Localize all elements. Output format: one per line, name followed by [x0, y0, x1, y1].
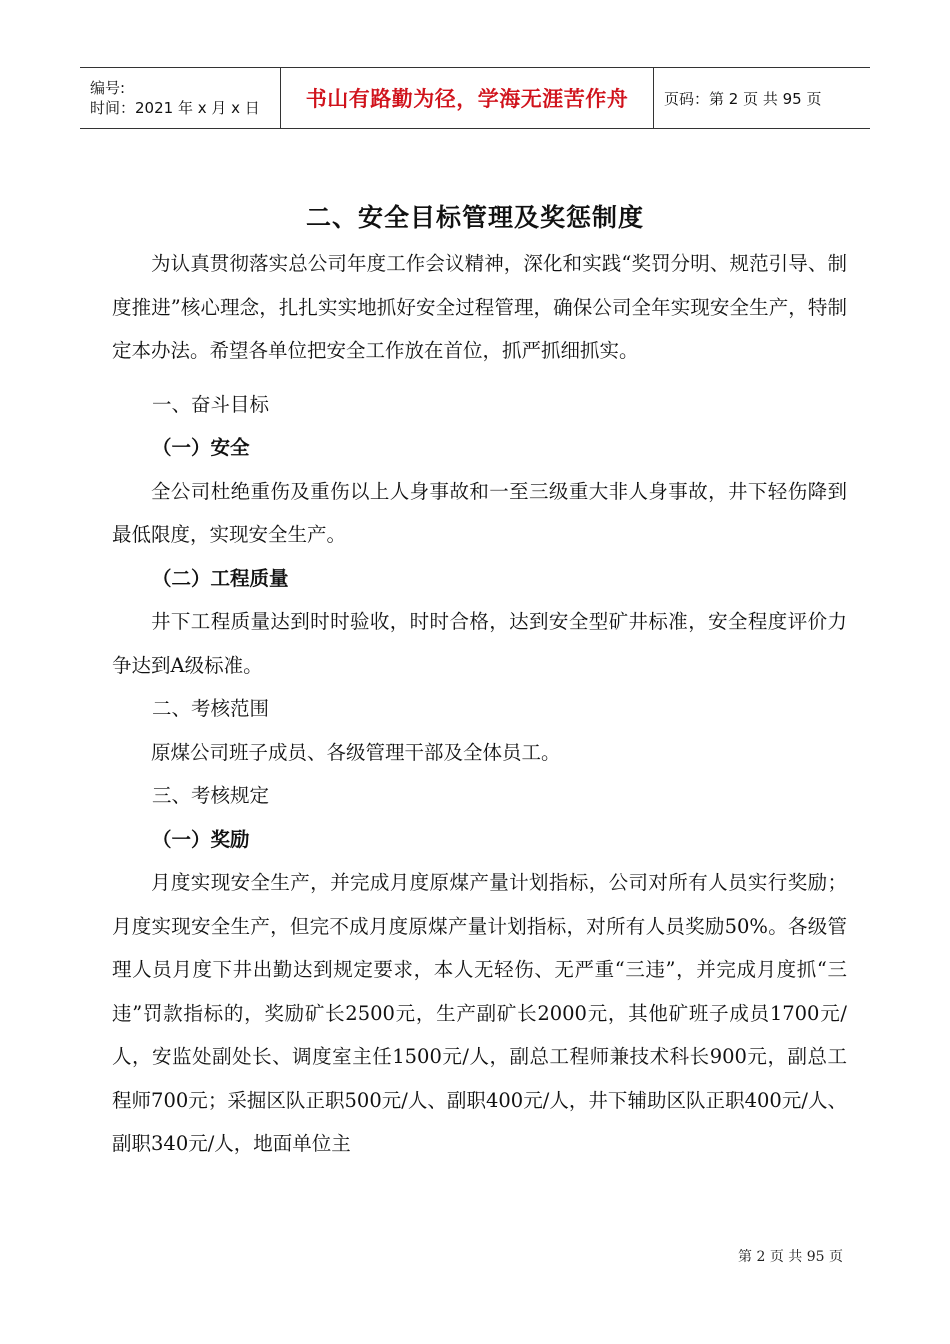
subheading-safety: （一）安全: [152, 436, 250, 459]
page-footer: 第 2 页 共 95 页: [738, 1249, 843, 1265]
section-heading-goals: 一、奋斗目标: [152, 392, 270, 416]
document-body: [112, 242, 847, 1166]
page-header: [80, 67, 870, 129]
document-title: 二、安全目标管理及奖惩制度: [305, 203, 644, 232]
motto-text: 书山有路勤为径，学海无涯苦作舟: [305, 87, 629, 111]
page-code: 页码：第 2 页 共 95 页: [664, 89, 822, 108]
subheading-rewards: （一）奖励: [152, 827, 250, 851]
quality-paragraph: 井下工程质量达到时时验收，时时合格，达到安全型矿井标准，安全程度评价力争达到A级标准。: [112, 610, 847, 677]
document-number-label: 编号:: [90, 79, 126, 97]
scope-paragraph: 原煤公司班子成员、各级管理干部及全体员工。: [151, 740, 561, 764]
section-heading-scope: 二、考核范围: [152, 697, 270, 720]
document-date: 时间：2021 年 x 月 x 日: [90, 99, 260, 117]
section-heading-rules: 三、考核规定: [152, 784, 270, 807]
header-page-cell: [654, 68, 870, 128]
intro-paragraph: 为认真贯彻落实总公司年度工作会议精神，深化和实践“奖罚分明、规范引导、制度推进”核心理念，扎扎实实地抓好安全过程管理，确保公司全年实现安全生产，特制定本办法。希望各单位把安全工作放在首位，抓严抓细抓实。: [112, 252, 847, 362]
header-meta: [80, 68, 280, 128]
safety-paragraph: 全公司杜绝重伤及重伤以上人身事故和一至三级重大非人身事故，井下轻伤降到最低限度，实现安全生产。: [112, 479, 847, 546]
rewards-paragraph: 月度实现安全生产，并完成月度原煤产量计划指标，公司对所有人员实行奖励；月度实现安全生产，但完不成月度原煤产量计划指标，对所有人员奖励50%。各级管理人员月度下井出勤达到规定要求，本人无轻伤、无严重“三违”，并完成月度抓“三违”罚款指标的，奖励矿长2500元，生产副矿长2000元，其他矿班子成员1700元/人，安监处副处长、调度室主任1500元/人，副总工程师兼技术科长900元，副总工程师700元；采掘区队正职500元/人、副职400元/人，井下辅助区队正职400元/人、副职340元/人，地面单位主: [112, 871, 847, 1155]
subheading-quality: （二）工程质量: [152, 566, 289, 590]
header-motto-cell: [280, 68, 654, 128]
